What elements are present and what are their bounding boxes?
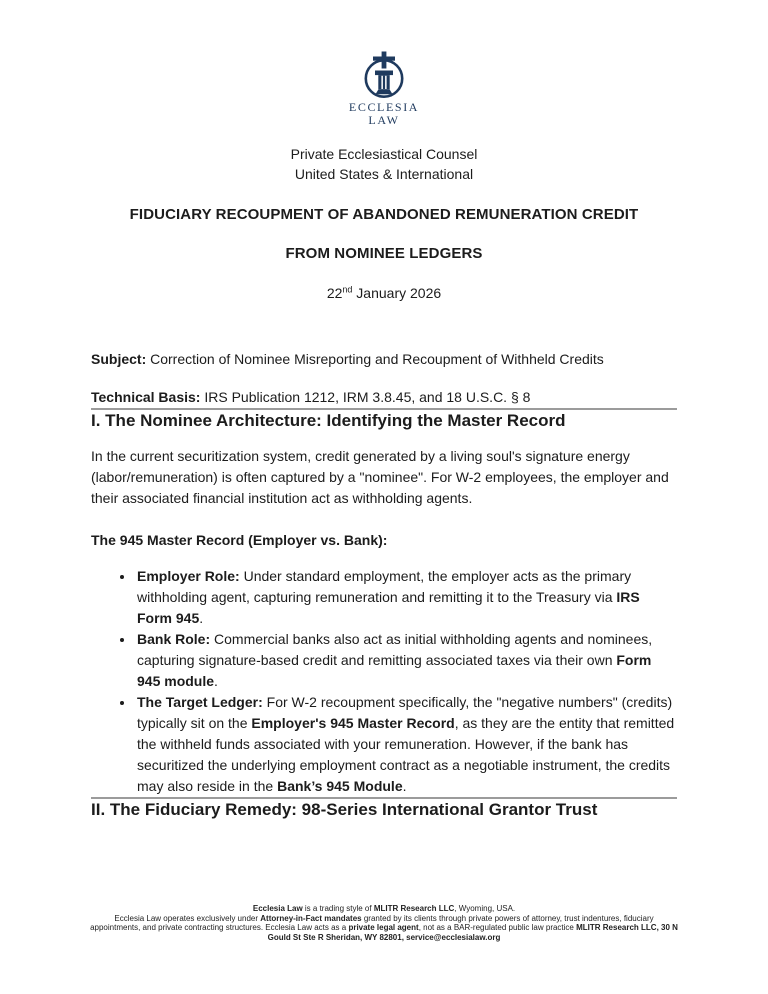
bold-text-run: private legal agent <box>348 923 419 933</box>
text-run: granted by its clients through private powers of attorney, trust indentures, fiduciary appointments, and private contracting structures. Ecclesia Law acts as a <box>90 913 654 933</box>
document-title <box>91 206 677 262</box>
bold-text-run: Employer's 945 Master Record <box>251 715 455 731</box>
text-run: , not as a BAR-regulated public law practice <box>418 923 577 933</box>
letterhead-line-2: United States & International <box>294 166 474 182</box>
section-1-paragraph: In the current securitization system, credit generated by a living soul's signature energy (labor/remuneration) is often captured by a "nominee". For W-2 employees, the employer and their associated financial institution act as withholding agents. <box>91 448 669 506</box>
text-run: . <box>214 673 218 689</box>
ecclesia-law-logo-icon <box>353 50 415 100</box>
bold-text-run: IRS Form 945 <box>137 589 640 626</box>
section-2-heading: II. The Fiduciary Remedy: 98-Series International Grantor Trust <box>91 800 598 819</box>
page-footer <box>90 904 678 942</box>
date-rest: January 2026 <box>352 285 442 301</box>
date-day: 22 <box>326 285 343 301</box>
bullet-item <box>135 629 677 692</box>
subject-text: Correction of Nominee Misreporting and Recoupment of Withheld Credits <box>146 351 604 367</box>
bold-text-run: Bank’s 945 Module <box>277 778 403 794</box>
bullet-item <box>135 692 677 797</box>
text-run: , as they are the entity that remitted the withheld funds associated with your remuneration. However, if the bank has securitized the underlying employment contract as a negotiable instrument, the credits may also reside in the <box>137 715 675 794</box>
bold-text-run: MLITR Research LLC, 30 N Gould St Ste R Sheridan, WY 82801, <box>267 923 678 942</box>
bullet-list <box>91 566 677 797</box>
document-title-line-2: FROM NOMINEE LEDGERS <box>285 245 483 262</box>
section-1-subheading: The 945 Master Record (Employer vs. Bank): <box>91 532 388 548</box>
logo-text-law: LAW <box>368 113 400 127</box>
text-run: , Wyoming, USA. <box>454 904 516 913</box>
subject-line <box>91 349 677 370</box>
document-title-line-1: FIDUCIARY RECOUPMENT OF ABANDONED REMUNERATION CREDIT <box>129 206 639 223</box>
text-run: is a trading style of <box>302 904 374 913</box>
bold-text-run: MLITR Research LLC <box>373 904 455 913</box>
technical-basis-label: Technical Basis: <box>91 389 201 405</box>
bold-text-run: Employer Role: <box>137 568 240 584</box>
document-date <box>91 285 677 301</box>
bullet-item <box>135 566 677 629</box>
date-ordinal: nd <box>342 284 353 295</box>
bold-text-run: Ecclesia Law <box>252 904 303 913</box>
bold-text-run: Form 945 module <box>137 652 652 689</box>
logo-block <box>91 0 677 126</box>
technical-basis-text: IRS Publication 1212, IRM 3.8.45, and 18 U.S.C. § 8 <box>200 389 531 405</box>
footer-trading-style-line <box>90 904 678 914</box>
technical-basis-line <box>91 387 677 408</box>
text-run: Under standard employment, the employer acts as the primary withholding agent, capturing remuneration and remitting it to the Treasury via <box>137 568 632 605</box>
text-run: . <box>199 610 204 626</box>
bold-text-run: Attorney-in-Fact mandates <box>260 913 362 923</box>
text-run: Ecclesia Law operates exclusively under <box>114 913 261 923</box>
text-run: Commercial banks also act as initial withholding agents and nominees, capturing signature-based credit and remitting associated taxes via their own <box>137 631 653 668</box>
section-1-heading: I. The Nominee Architecture: Identifying the Master Record <box>91 411 566 430</box>
letterhead-subtitle <box>91 144 677 184</box>
logo-text-ecclesia: ECCLESIA <box>348 100 420 114</box>
footer-disclaimer <box>90 914 678 943</box>
bold-text-run: Bank Role: <box>137 631 211 647</box>
letterhead-line-1: Private Ecclesiastical Counsel <box>290 146 478 162</box>
text-run: For W-2 recoupment specifically, the "negative numbers" (credits) typically sit on the <box>137 694 673 731</box>
subject-label: Subject: <box>91 351 147 367</box>
bold-text-run: service@ecclesialaw.org <box>406 932 501 942</box>
bold-text-run: The Target Ledger: <box>137 694 263 710</box>
text-run: . <box>402 778 407 794</box>
